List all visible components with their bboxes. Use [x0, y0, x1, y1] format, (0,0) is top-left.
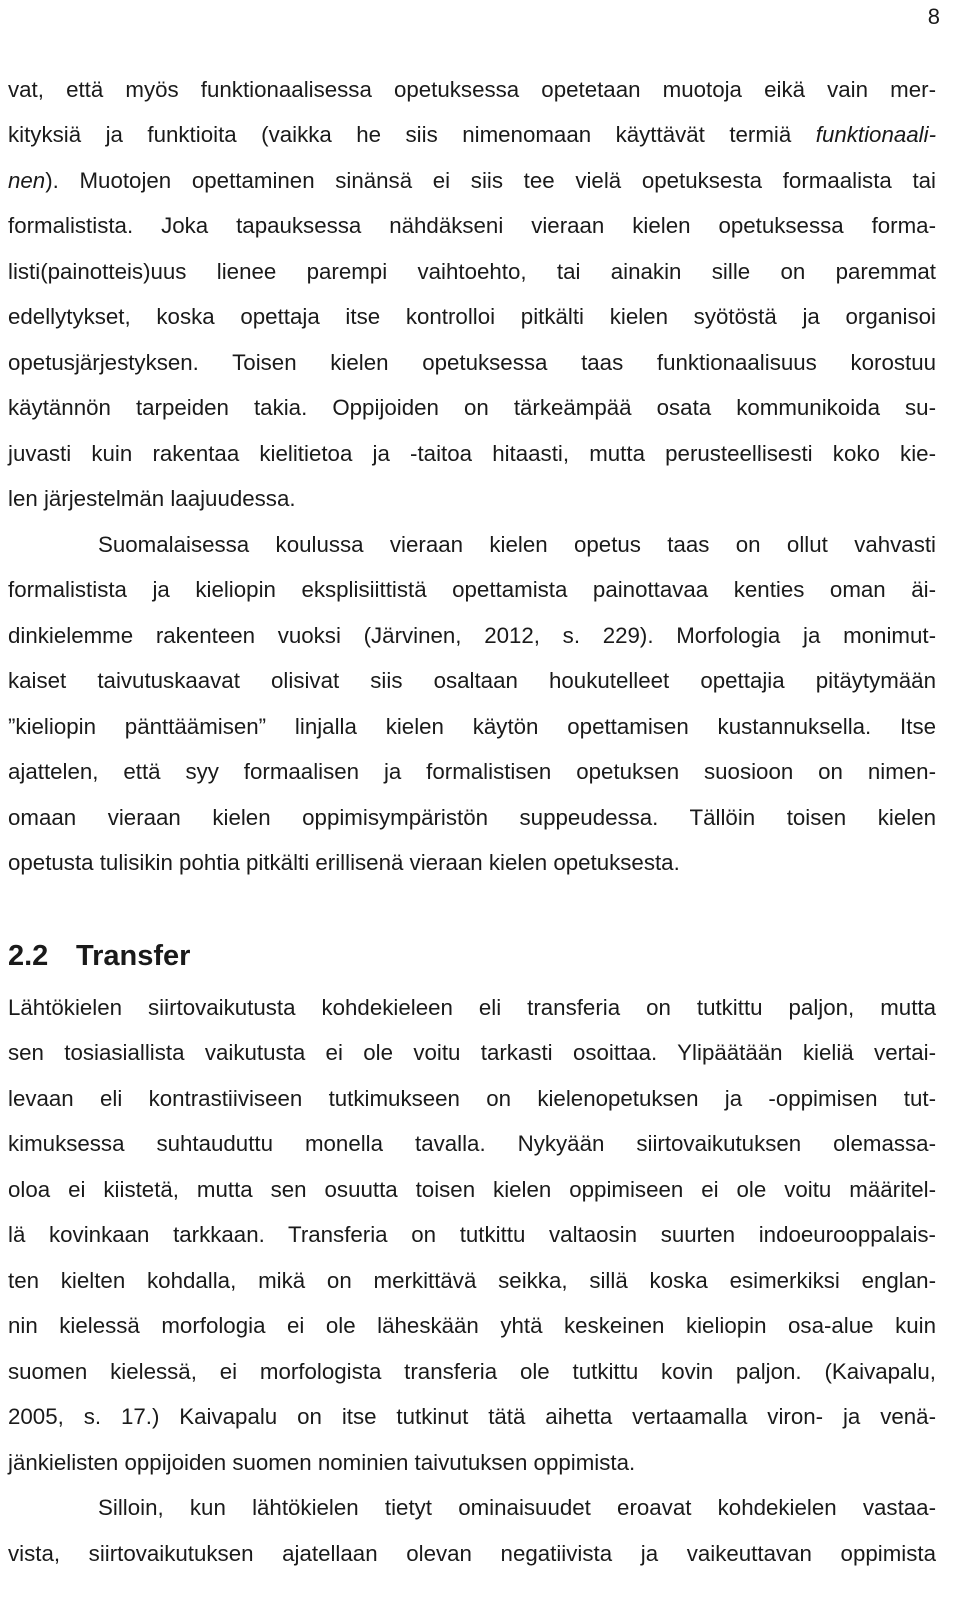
text-line: sen tosiasiallista vaikutusta ei ole voitu tarkasti osoittaa. Ylipäätään kieliä vertai- — [8, 1040, 936, 1065]
text-span: kityksiä ja funktioita (vaikka he siis nimenomaan käyttävät termiä — [8, 122, 792, 147]
section-number: 2.2 — [8, 940, 49, 972]
text-line: ajattelen, että syy formaalisen ja formalistisen opetuksen suosioon on nimen- — [8, 759, 936, 784]
text-line: levaan eli kontrastiiviseen tutkimukseen on kielenopetuksen ja -oppimisen tut- — [8, 1086, 936, 1111]
italic-term: funktionaali- — [815, 122, 936, 147]
text-line: Silloin, kun lähtökielen tietyt ominaisuudet eroavat kohdekielen vastaa- — [98, 1495, 936, 1520]
text-line: vat, että myös funktionaalisessa opetuksessa opetetaan muotoja eikä vain mer- — [8, 77, 936, 102]
section-heading — [8, 936, 190, 976]
text-line — [8, 163, 936, 199]
text-line: oloa ei kiistetä, mutta sen osuutta toisen kielen oppimiseen ei ole voitu määritel- — [8, 1177, 936, 1202]
text-line: kaiset taivutuskaavat olisivat siis osaltaan houkutelleet opettajia pitäytymään — [8, 668, 936, 693]
text-line: juvasti kuin rakentaa kielitietoa ja -taitoa hitaasti, mutta perusteellisesti koko kie- — [8, 441, 936, 466]
text-line: vista, siirtovaikutuksen ajatellaan olevan negatiivista ja vaikeuttavan oppimista — [8, 1541, 936, 1566]
italic-term: nen — [8, 168, 46, 193]
text-line: ”kieliopin pänttäämisen” linjalla kielen käytön opettamisen kustannuksella. Itse — [8, 714, 936, 739]
text-line: ten kielten kohdalla, mikä on merkittävä seikka, sillä koska esimerkiksi englan- — [8, 1268, 936, 1293]
text-line: dinkielemme rakenteen vuoksi (Järvinen, 2012, s. 229). Morfologia ja monimut- — [8, 623, 936, 648]
text-line: lä kovinkaan tarkkaan. Transferia on tutkittu valtaosin suurten indoeurooppalais- — [8, 1222, 936, 1247]
text-line: edellytykset, koska opettaja itse kontrolloi pitkälti kielen syötöstä ja organisoi — [8, 304, 936, 329]
text-line: 2005, s. 17.) Kaivapalu on itse tutkinut tätä aihetta vertaamalla viron- ja venä- — [8, 1404, 936, 1429]
page-number: 8 — [927, 4, 940, 29]
text-line: suomen kielessä, ei morfologista transferia ole tutkittu kovin paljon. (Kaivapalu, — [8, 1359, 936, 1384]
text-line — [8, 117, 936, 153]
section-title: Transfer — [76, 940, 191, 972]
text-line: opetusta tulisikin pohtia pitkälti erillisenä vieraan kielen opetuksesta. — [8, 850, 680, 875]
text-line: Lähtökielen siirtovaikutusta kohdekieleen eli transferia on tutkittu paljon, mutta — [8, 995, 936, 1020]
text-line: käytännön tarpeiden takia. Oppijoiden on tärkeämpää osata kommunikoida su- — [8, 395, 936, 420]
text-line: len järjestelmän laajuudessa. — [8, 486, 296, 511]
text-line: nin kielessä morfologia ei ole läheskään yhtä keskeinen kieliopin osa-alue kuin — [8, 1313, 936, 1338]
text-line: formalistista ja kieliopin eksplisiittistä opettamista painottavaa kenties oman äi- — [8, 577, 936, 602]
text-line: omaan vieraan kielen oppimisympäristön suppeudessa. Tällöin toisen kielen — [8, 805, 936, 830]
text-line: Suomalaisessa koulussa vieraan kielen opetus taas on ollut vahvasti — [98, 532, 936, 557]
text-line: listi(painotteis)uus lienee parempi vaihtoehto, tai ainakin sille on paremmat — [8, 259, 936, 284]
text-span: ). Muotojen opettaminen sinänsä ei siis tee vielä opetuksesta formaalista tai — [45, 168, 936, 193]
text-line: opetusjärjestyksen. Toisen kielen opetuksessa taas funktionaalisuus korostuu — [8, 350, 936, 375]
text-line: kimuksessa suhtauduttu monella tavalla. Nykyään siirtovaikutuksen olemassa- — [8, 1131, 936, 1156]
text-line: jänkielisten oppijoiden suomen nominien taivutuksen oppimista. — [8, 1450, 636, 1475]
text-line: formalistista. Joka tapauksessa nähdäkseni vieraan kielen opetuksessa forma- — [8, 213, 936, 238]
